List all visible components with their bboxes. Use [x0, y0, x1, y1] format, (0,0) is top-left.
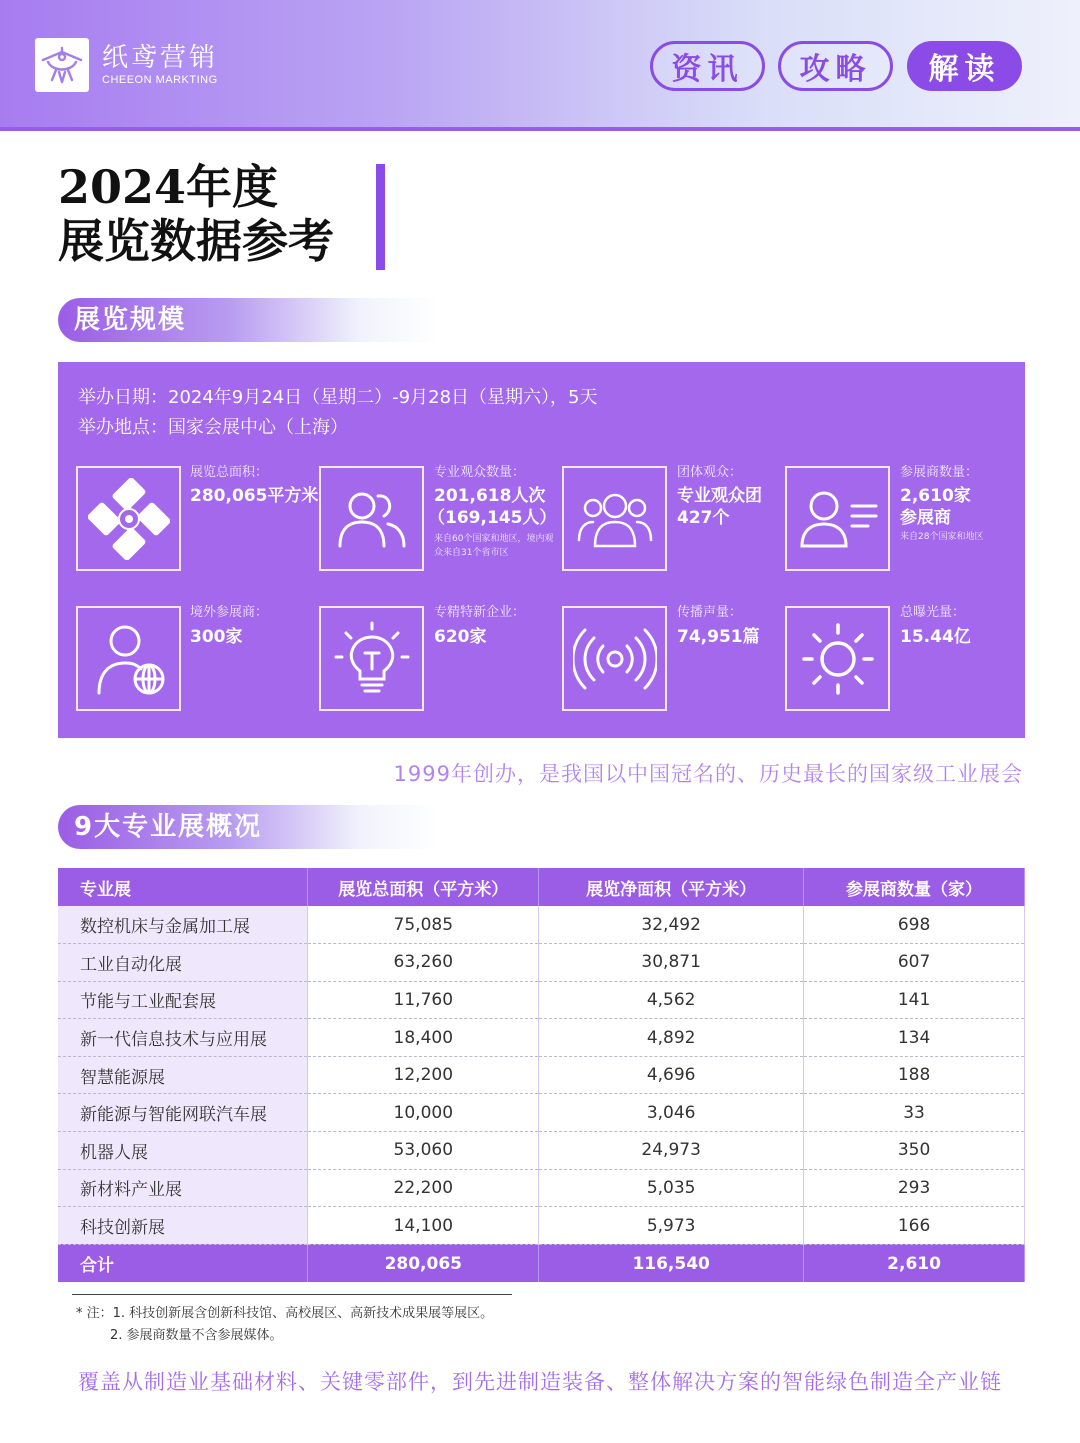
stat-value-groups: 专业观众团	[677, 486, 762, 506]
stat-icon-box	[785, 606, 890, 711]
cell-exhibitors: 134	[804, 1019, 1025, 1057]
stat-icon-box	[76, 606, 181, 711]
table-row	[58, 1019, 1025, 1057]
header-divider	[0, 127, 1080, 131]
section-heading-scale: 展览规模	[58, 298, 438, 342]
stat-icon-box	[562, 606, 667, 711]
cell-name: 机器人展	[58, 1132, 308, 1170]
cell-gross-area: 22,200	[308, 1169, 539, 1207]
stat-icon-box	[319, 606, 424, 711]
user-card-icon	[796, 484, 880, 554]
cell-net-area: 30,871	[539, 944, 804, 982]
brand-name-cn: 纸鸢营销	[102, 43, 219, 73]
cell-total-net-area: 116,540	[539, 1244, 804, 1282]
expo-logo-icon	[88, 478, 170, 560]
cell-total-label: 合计	[58, 1244, 308, 1282]
stat-label-media: 传播声量：	[677, 605, 743, 620]
stat-value-exhibitors: 2,610家	[900, 486, 971, 506]
stat-value-exposure: 15.44亿	[900, 627, 971, 647]
table-row	[58, 981, 1025, 1019]
exhibition-table	[58, 868, 1025, 1282]
stat-label-visitors: 专业观众数量：	[434, 465, 526, 480]
note-divider	[72, 1294, 512, 1295]
cell-exhibitors: 293	[804, 1169, 1025, 1207]
col-header-exhibitors: 参展商数量（家）	[804, 868, 1025, 906]
section-heading-overview: 9大专业展概况	[58, 805, 438, 849]
page-title	[58, 160, 334, 268]
stat-value-area: 280,065平方米	[190, 486, 319, 506]
cell-exhibitors: 350	[804, 1132, 1025, 1170]
cell-name: 新能源与智能网联汽车展	[58, 1094, 308, 1132]
cell-gross-area: 75,085	[308, 906, 539, 944]
stat-icon-box	[562, 466, 667, 571]
exhibition-scale-panel	[58, 362, 1025, 738]
event-venue: 举办地点：国家会展中心（上海）	[78, 417, 348, 438]
stat-icon-box	[319, 466, 424, 571]
cell-net-area: 4,696	[539, 1056, 804, 1094]
brand-name-en: CHEEON MARKTING	[102, 74, 218, 86]
cell-net-area: 4,562	[539, 981, 804, 1019]
kite-logo-icon	[39, 42, 85, 88]
cell-exhibitors: 607	[804, 944, 1025, 982]
stat-value-specialized: 620家	[434, 627, 487, 647]
table-row	[58, 1094, 1025, 1132]
table-header-row	[58, 868, 1025, 906]
page-title-line1: 2024年度	[58, 160, 279, 214]
cell-net-area: 4,892	[539, 1019, 804, 1057]
table-row	[58, 944, 1025, 982]
cell-name: 科技创新展	[58, 1207, 308, 1245]
cell-gross-area: 14,100	[308, 1207, 539, 1245]
cell-net-area: 24,973	[539, 1132, 804, 1170]
stat-icon-box	[785, 466, 890, 571]
col-header-gross-area: 展览总面积（平方米）	[308, 868, 539, 906]
stat-value-groups-count: 427个	[677, 508, 730, 528]
cell-net-area: 32,492	[539, 906, 804, 944]
table-row	[58, 1169, 1025, 1207]
lightbulb-icon	[332, 619, 412, 699]
title-accent-bar	[376, 164, 385, 270]
sun-icon	[798, 619, 878, 699]
cell-name: 智慧能源展	[58, 1056, 308, 1094]
col-header-exhibition: 专业展	[58, 868, 308, 906]
globe-user-icon	[89, 619, 169, 699]
stat-value-exhibitors-unit: 参展商	[900, 508, 951, 528]
tagline-history: 1999年创办，是我国以中国冠名的、历史最长的国家级工业展会	[393, 762, 1023, 786]
tab-news[interactable]: 资讯	[650, 41, 765, 91]
cell-total-gross-area: 280,065	[308, 1244, 539, 1282]
cell-net-area: 5,973	[539, 1207, 804, 1245]
cell-name: 工业自动化展	[58, 944, 308, 982]
table-row	[58, 1056, 1025, 1094]
cell-exhibitors: 141	[804, 981, 1025, 1019]
cell-gross-area: 10,000	[308, 1094, 539, 1132]
table-total-row	[58, 1244, 1025, 1282]
stat-value-media: 74,951篇	[677, 627, 760, 647]
stat-value-foreign: 300家	[190, 627, 243, 647]
stat-note-visitors: 来自60个国家和地区，境内观众来自31个省市区	[434, 534, 554, 558]
cell-gross-area: 63,260	[308, 944, 539, 982]
stat-label-specialized: 专精特新企业：	[434, 605, 526, 620]
tab-analysis[interactable]: 解读	[907, 41, 1022, 91]
cell-exhibitors: 33	[804, 1094, 1025, 1132]
cell-gross-area: 11,760	[308, 981, 539, 1019]
cell-total-exhibitors: 2,610	[804, 1244, 1025, 1282]
cell-exhibitors: 166	[804, 1207, 1025, 1245]
stat-label-exposure: 总曝光量：	[900, 605, 966, 620]
cell-gross-area: 12,200	[308, 1056, 539, 1094]
stat-value-visitors: 201,618人次	[434, 486, 546, 506]
table-row	[58, 1132, 1025, 1170]
col-header-net-area: 展览净面积（平方米）	[539, 868, 804, 906]
broadcast-icon	[573, 624, 657, 694]
table-row	[58, 906, 1025, 944]
brand-logo[interactable]	[35, 38, 89, 92]
table-row	[58, 1207, 1025, 1245]
stat-label-foreign: 境外参展商：	[190, 605, 269, 620]
cell-name: 数控机床与金属加工展	[58, 906, 308, 944]
stat-label-exhibitors: 参展商数量：	[900, 465, 979, 480]
people-icon	[332, 484, 412, 554]
cell-exhibitors: 188	[804, 1056, 1025, 1094]
stat-label-area: 展览总面积：	[190, 465, 269, 480]
cell-gross-area: 18,400	[308, 1019, 539, 1057]
stat-label-groups: 团体观众：	[677, 465, 743, 480]
stat-value-visitors-unique: （169,145人）	[428, 508, 557, 528]
brand-name	[102, 44, 218, 86]
footer-tagline: 覆盖从制造业基础材料、关键零部件，到先进制造装备、整体解决方案的智能绿色制造全产业链	[78, 1370, 1002, 1394]
cell-exhibitors: 698	[804, 906, 1025, 944]
stat-icon-box	[76, 466, 181, 571]
cell-name: 新一代信息技术与应用展	[58, 1019, 308, 1057]
group-icon	[575, 484, 655, 554]
stat-note-exhibitors: 来自28个国家和地区	[900, 532, 984, 542]
cell-net-area: 3,046	[539, 1094, 804, 1132]
cell-name: 新材料产业展	[58, 1169, 308, 1207]
footnote-2: 2. 参展商数量不含参展媒体。	[110, 1328, 283, 1343]
cell-net-area: 5,035	[539, 1169, 804, 1207]
cell-gross-area: 53,060	[308, 1132, 539, 1170]
page-title-line2: 展览数据参考	[58, 214, 334, 268]
cell-name: 节能与工业配套展	[58, 981, 308, 1019]
footnote-1: * 注：1. 科技创新展含创新科技馆、高校展区、高新技术成果展等展区。	[76, 1306, 494, 1321]
event-date: 举办日期：2024年9月24日（星期二）-9月28日（星期六），5天	[78, 387, 598, 408]
tab-guide[interactable]: 攻略	[778, 41, 893, 91]
